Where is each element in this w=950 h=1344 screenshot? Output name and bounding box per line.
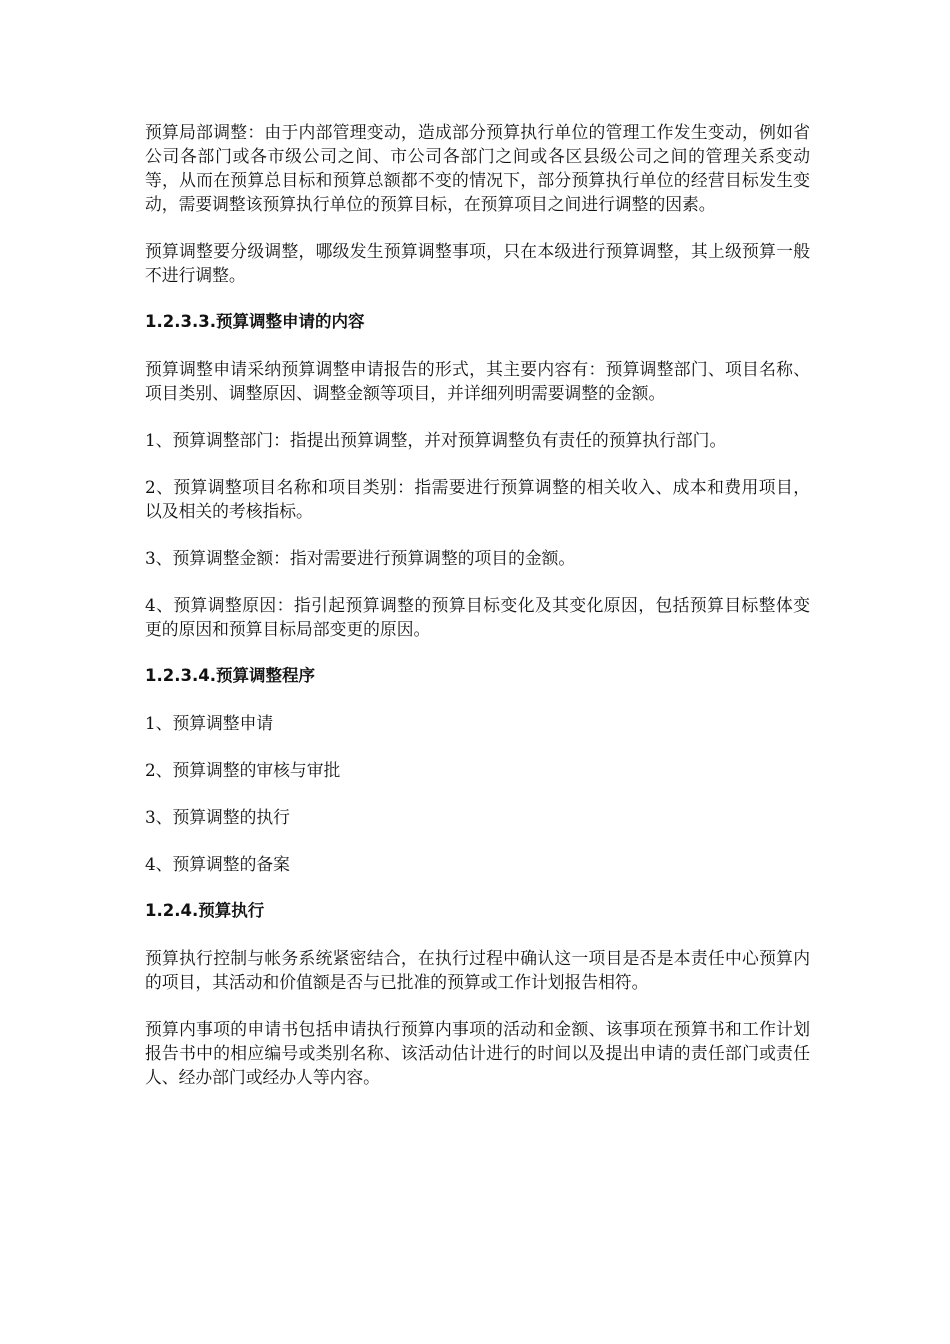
document-page bbox=[145, 120, 810, 1112]
section-heading-adjustment-procedure: 1.2.3.4.预算调整程序 bbox=[145, 666, 315, 685]
list-item-filing: 4、预算调整的备案 bbox=[145, 854, 290, 874]
paragraph-tiered-adjustment: 预算调整要分级调整，哪级发生预算调整事项，只在本级进行预算调整，其上级预算一般不进行调整。 bbox=[145, 241, 810, 285]
paragraph-item-department: 1、预算调整部门：指提出预算调整，并对预算调整负有责任的预算执行部门。 bbox=[145, 430, 727, 450]
paragraph-local-adjustment: 预算局部调整：由于内部管理变动，造成部分预算执行单位的管理工作发生变动，例如省公司各部门或各市级公司之间、市公司各部门之间或各区县级公司之间的管理关系变动等，从而在预算总目标和预算总额都不变的情况下，部分预算执行单位的经营目标发生变动，需要调整该预算执行单位的预算目标，在预算项目之间进行调整的因素。 bbox=[145, 122, 810, 214]
paragraph-item-amount: 3、预算调整金额：指对需要进行预算调整的项目的金额。 bbox=[145, 548, 576, 568]
paragraph-execution-control: 预算执行控制与帐务系统紧密结合，在执行过程中确认这一项目是否是本责任中心预算内的项目，其活动和价值额是否与已批准的预算或工作计划报告相符。 bbox=[145, 948, 810, 992]
paragraph-item-reason: 4、预算调整原因：指引起预算调整的预算目标变化及其变化原因，包括预算目标整体变更的原因和预算目标局部变更的原因。 bbox=[145, 595, 810, 639]
list-item-application: 1、预算调整申请 bbox=[145, 713, 274, 733]
section-heading-budget-execution: 1.2.4.预算执行 bbox=[145, 901, 265, 920]
list-item-review: 2、预算调整的审核与审批 bbox=[145, 760, 341, 780]
paragraph-item-project-category: 2、预算调整项目名称和项目类别：指需要进行预算调整的相关收入、成本和费用项目，以及相关的考核指标。 bbox=[145, 477, 810, 521]
list-item-execution: 3、预算调整的执行 bbox=[145, 807, 290, 827]
section-heading-adjustment-content: 1.2.3.3.预算调整申请的内容 bbox=[145, 312, 365, 331]
paragraph-application-content: 预算内事项的申请书包括申请执行预算内事项的活动和金额、该事项在预算书和工作计划报告书中的相应编号或类别名称、该活动估计进行的时间以及提出申请的责任部门或责任人、经办部门或经办人等内容。 bbox=[145, 1019, 810, 1087]
paragraph-application-form: 预算调整申请采纳预算调整申请报告的形式，其主要内容有：预算调整部门、项目名称、项目类别、调整原因、调整金额等项目，并详细列明需要调整的金额。 bbox=[145, 359, 810, 403]
